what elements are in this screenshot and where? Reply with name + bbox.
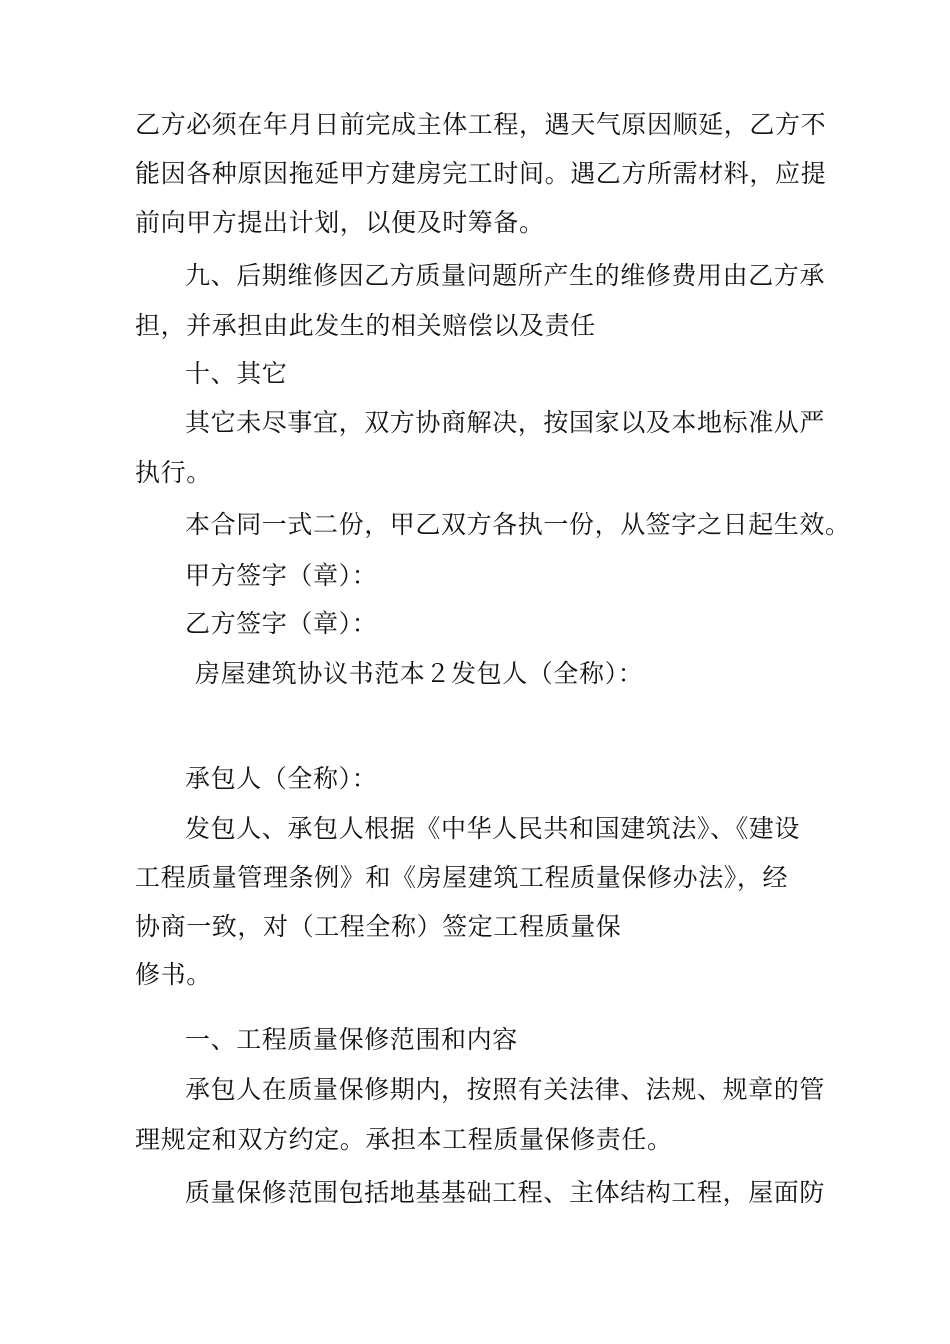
paragraph-line: 能因各种原因拖延甲方建房完工时间。遇乙方所需材料，应提 bbox=[135, 159, 827, 188]
section-9-line: 九、后期维修因乙方质量问题所产生的维修费用由乙方承 bbox=[185, 261, 826, 290]
paragraph-line: 质量保修范围包括地基基础工程、主体结构工程，屋面防 bbox=[185, 1178, 826, 1207]
paragraph-line: 承包人在质量保修期内，按照有关法律、法规、规章的管 bbox=[185, 1075, 826, 1104]
paragraph-line: 理规定和双方约定。承担本工程质量保修责任。 bbox=[135, 1125, 673, 1154]
paragraph-line: 工程质量管理条例》和《房屋建筑工程质量保修办法》，经 bbox=[135, 863, 789, 892]
paragraph-line: 协商一致，对（工程全称）签定工程质量保 bbox=[135, 912, 622, 941]
paragraph-line: 修书。 bbox=[135, 960, 212, 989]
paragraph-line: 其它未尽事宜，双方协商解决，按国家以及本地标准从严 bbox=[185, 408, 826, 437]
paragraph-line: 乙方必须在年月日前完成主体工程，遇天气原因顺延，乙方不 bbox=[135, 110, 827, 139]
contractor-line: 承包人（全称）： bbox=[185, 764, 378, 793]
party-a-signature-line: 甲方签字（章）： bbox=[185, 561, 378, 590]
paragraph-line: 担，并承担由此发生的相关赔偿以及责任 bbox=[135, 311, 596, 340]
paragraph-line: 前向甲方提出计划，以便及时筹备。 bbox=[135, 208, 545, 237]
section-10-heading: 十、其它 bbox=[185, 359, 288, 388]
document-title-line: 房屋建筑协议书范本２发包人（全称）： bbox=[195, 659, 644, 688]
party-b-signature-line: 乙方签字（章）： bbox=[185, 609, 378, 638]
paragraph-line: 本合同一式二份，甲乙双方各执一份，从签字之日起生效。 bbox=[185, 510, 851, 539]
section-1-heading: 一、工程质量保修范围和内容 bbox=[185, 1025, 518, 1054]
paragraph-line: 执行。 bbox=[135, 458, 212, 487]
paragraph-line: 发包人、承包人根据《中华人民共和国建筑法》、《建设 bbox=[185, 814, 801, 843]
